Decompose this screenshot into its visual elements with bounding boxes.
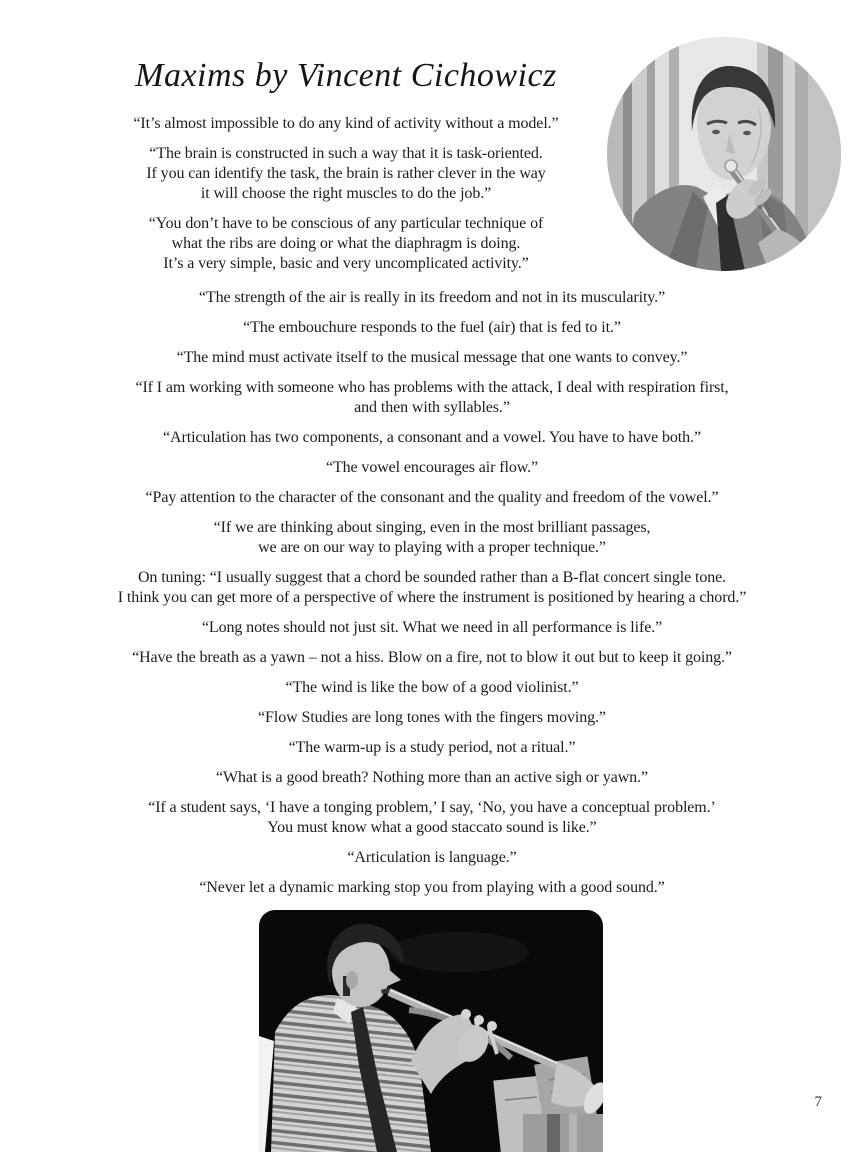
quote [0,648,864,668]
portrait-photo [607,37,841,271]
quote-line: “Pay attention to the character of the consonant and the quality and freedom of the vowel.” [145,489,719,506]
quote [0,378,864,418]
quote [0,738,864,758]
quote [0,848,864,868]
quote [0,428,864,448]
quote-line: “It’s almost impossible to do any kind of activity without a model.” [133,115,559,132]
quote [0,798,864,838]
quote-line: we are on our way to playing with a proper technique.” [258,539,606,556]
quote-line: “What is a good breath? Nothing more than an active sigh or yawn.” [216,769,648,786]
trumpeter-performing-illustration [259,910,603,1152]
quote-line: “Have the breath as a yawn – not a hiss. Blow on a fire, not to blow it out but to keep it going.” [132,649,732,666]
quote [0,348,864,368]
quote-line: “The warm-up is a study period, not a ritual.” [288,739,576,756]
quote [0,768,864,788]
quote-line: You must know what a good staccato sound is like.” [267,819,597,836]
quote-line: “If a student says, ‘I have a tonging problem,’ I say, ‘No, you have a conceptual problem.’ [148,799,716,816]
quote-line: what the ribs are doing or what the diaphragm is doing. [171,235,521,252]
title-block [70,56,622,284]
quote-line: “You don’t have to be conscious of any particular technique of [148,215,544,232]
quote [0,458,864,478]
quote [0,488,864,508]
performance-photo [259,910,603,1152]
page-number: 7 [814,1094,822,1110]
quote-line: I think you can get more of a perspective of where the instrument is positioned by hearing a chord.” [117,589,747,606]
quote [0,288,864,308]
page-title: Maxims by Vincent Cichowicz [135,57,557,94]
quote-line: On tuning: “I usually suggest that a chord be sounded rather than a B-flat concert single tone. [137,569,727,586]
quote [70,214,622,274]
quote-line: “The mind must activate itself to the musical message that one wants to convey.” [176,349,688,366]
quote-line: and then with syllables.” [354,399,510,416]
quote-line: “Articulation is language.” [347,849,517,866]
quote-line: It’s a very simple, basic and very uncomplicated activity.” [163,255,529,272]
quote [0,518,864,558]
trumpeter-portrait-illustration [607,37,841,271]
quote [0,708,864,728]
quote-line: If you can identify the task, the brain is rather clever in the way [146,165,546,182]
quote-line: it will choose the right muscles to do the job.” [200,185,492,202]
quote [0,318,864,338]
quote [0,568,864,608]
quote-line: “Articulation has two components, a consonant and a vowel. You have to have both.” [163,429,701,446]
quote [0,878,864,898]
quote-line: “Flow Studies are long tones with the fingers moving.” [258,709,606,726]
quote-line: “The vowel encourages air flow.” [325,459,539,476]
quote-line: “The wind is like the bow of a good violinist.” [285,679,579,696]
quote [0,618,864,638]
quote [70,144,622,204]
quotes-list [0,281,864,908]
quote [0,678,864,698]
quote [70,114,622,134]
quote-line: “Long notes should not just sit. What we need in all performance is life.” [201,619,663,636]
quote-line: “If I am working with someone who has problems with the attack, I deal with respiration first, [135,379,729,396]
quote-line: “Never let a dynamic marking stop you from playing with a good sound.” [199,879,665,896]
quote-line: “The brain is constructed in such a way that it is task-oriented. [149,145,543,162]
quote-line: “The strength of the air is really in its freedom and not in its muscularity.” [198,289,666,306]
quote-line: “If we are thinking about singing, even in the most brilliant passages, [213,519,651,536]
quote-line: “The embouchure responds to the fuel (air) that is fed to it.” [243,319,621,336]
